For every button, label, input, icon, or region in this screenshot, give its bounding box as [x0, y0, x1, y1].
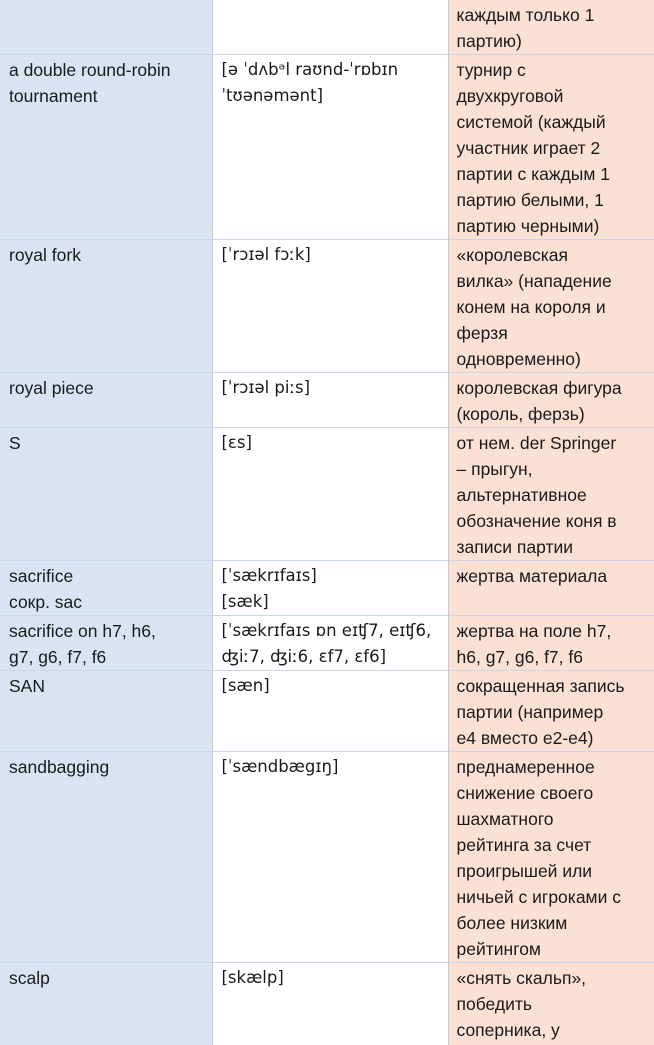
term-line: sacrifice on h7, h6,: [9, 621, 156, 641]
translation-line: турнир с: [456, 60, 526, 80]
translation-line: соперника, у: [456, 1020, 560, 1040]
transcription-line: ʤiː7, ʤiː6, ɛf7, ɛf6]: [221, 647, 387, 666]
translation-line: вилка» (нападение: [456, 271, 612, 291]
translation-line: h6, g7, g6, f7, f6: [456, 647, 583, 667]
transcription-cell: [212, 616, 448, 671]
term-cell: [0, 55, 212, 240]
transcription-line: [ˈrɔɪəl piːs]: [221, 378, 311, 397]
translation-line: альтернативное: [456, 485, 587, 505]
translation-cell: [448, 616, 654, 671]
transcription-line: [ˈsækrɪfaɪs]: [221, 566, 317, 585]
translation-line: проигрышей или: [456, 861, 593, 881]
transcription-line: [ˈsændbægɪŋ]: [221, 757, 339, 776]
translation-line: e4 вместо e2-e4): [456, 728, 594, 748]
translation-line: конем на короля и: [456, 297, 606, 317]
translation-line: «королевская: [456, 245, 568, 265]
transcription-line: [ˈsækrɪfaɪs ɒn eɪʧ7, eɪʧ6,: [221, 621, 432, 640]
term-line: g7, g6, f7, f6: [9, 647, 107, 667]
translation-line: победить: [456, 994, 533, 1014]
table-row: [0, 752, 654, 963]
transcription-line: [sæn]: [221, 676, 270, 695]
translation-line: одновременно): [456, 349, 581, 369]
transcription-cell: [212, 428, 448, 561]
translation-line: преднамеренное: [456, 757, 595, 777]
term-cell: [0, 428, 212, 561]
table-row: [0, 561, 654, 616]
translation-cell: [448, 963, 654, 1045]
translation-cell: [448, 561, 654, 616]
table-row: [0, 963, 654, 1045]
term-cell: [0, 561, 212, 616]
table-row: [0, 55, 654, 240]
term-line: a double round-robin: [9, 60, 171, 80]
translation-line: – прыгун,: [456, 459, 533, 479]
translation-line: партии (например: [456, 702, 604, 722]
term-cell: [0, 752, 212, 963]
transcription-line: [ə ˈdʌbᵊl raʊnd-ˈrɒbɪn: [221, 60, 399, 79]
term-line: scalp: [9, 968, 50, 988]
translation-line: партию): [456, 31, 522, 51]
translation-line: жертва материала: [456, 566, 608, 586]
translation-cell: [448, 0, 654, 55]
term-cell: [0, 0, 212, 55]
table-row: [0, 373, 654, 428]
translation-cell: [448, 671, 654, 752]
transcription-cell: [212, 561, 448, 616]
translation-line: партию черными): [456, 216, 600, 236]
transcription-line: [ɛs]: [221, 433, 252, 452]
translation-line: двухкруговой: [456, 86, 564, 106]
table-row: [0, 616, 654, 671]
translation-line: (король, ферзь): [456, 404, 585, 424]
transcription-line: [ˈrɔɪəl fɔːk]: [221, 245, 311, 264]
translation-line: каждым только 1: [456, 5, 595, 25]
translation-line: королевская фигура: [456, 378, 622, 398]
transcription-line: [skælp]: [221, 968, 284, 987]
translation-cell: [448, 752, 654, 963]
translation-line: более низким: [456, 913, 568, 933]
term-line: sacrifice: [9, 566, 74, 586]
term-cell: [0, 373, 212, 428]
transcription-cell: [212, 671, 448, 752]
translation-line: шахматного: [456, 809, 554, 829]
translation-line: жертва на поле h7,: [456, 621, 612, 641]
translation-line: системой (каждый: [456, 112, 606, 132]
transcription-line: [sæk]: [221, 592, 269, 611]
translation-line: рейтинга за счет: [456, 835, 592, 855]
transcription-line: ˈtʊənəmənt]: [221, 86, 324, 105]
translation-line: сокращенная запись: [456, 676, 625, 696]
term-cell: [0, 671, 212, 752]
term-line: SAN: [9, 676, 45, 696]
translation-cell: [448, 373, 654, 428]
translation-cell: [448, 55, 654, 240]
translation-line: обозначение коня в: [456, 511, 617, 531]
translation-line: «снять скальп»,: [456, 968, 587, 988]
translation-line: записи партии: [456, 537, 574, 557]
translation-line: ничьей с игроками с: [456, 887, 621, 907]
translation-line: партии с каждым 1: [456, 164, 610, 184]
translation-line: партию белыми, 1: [456, 190, 604, 210]
translation-line: от нем. der Springer: [456, 433, 617, 453]
term-line: tournament: [9, 86, 98, 106]
table-row: [0, 240, 654, 373]
translation-cell: [448, 240, 654, 373]
transcription-cell: [212, 373, 448, 428]
table-row: [0, 0, 654, 55]
table-row: [0, 671, 654, 752]
term-line: S: [9, 433, 21, 453]
translation-line: рейтингом: [456, 939, 541, 959]
translation-line: ферзя: [456, 323, 508, 343]
transcription-cell: [212, 240, 448, 373]
translation-line: участник играет 2: [456, 138, 601, 158]
translation-line: снижение своего: [456, 783, 594, 803]
term-line: сокр. sac: [9, 592, 83, 612]
transcription-cell: [212, 0, 448, 55]
translation-cell: [448, 428, 654, 561]
term-line: sandbagging: [9, 757, 110, 777]
transcription-cell: [212, 752, 448, 963]
term-cell: [0, 616, 212, 671]
transcription-cell: [212, 963, 448, 1045]
transcription-cell: [212, 55, 448, 240]
term-line: royal fork: [9, 245, 81, 265]
term-cell: [0, 240, 212, 373]
term-cell: [0, 963, 212, 1045]
term-line: royal piece: [9, 378, 94, 398]
table-row: [0, 428, 654, 561]
